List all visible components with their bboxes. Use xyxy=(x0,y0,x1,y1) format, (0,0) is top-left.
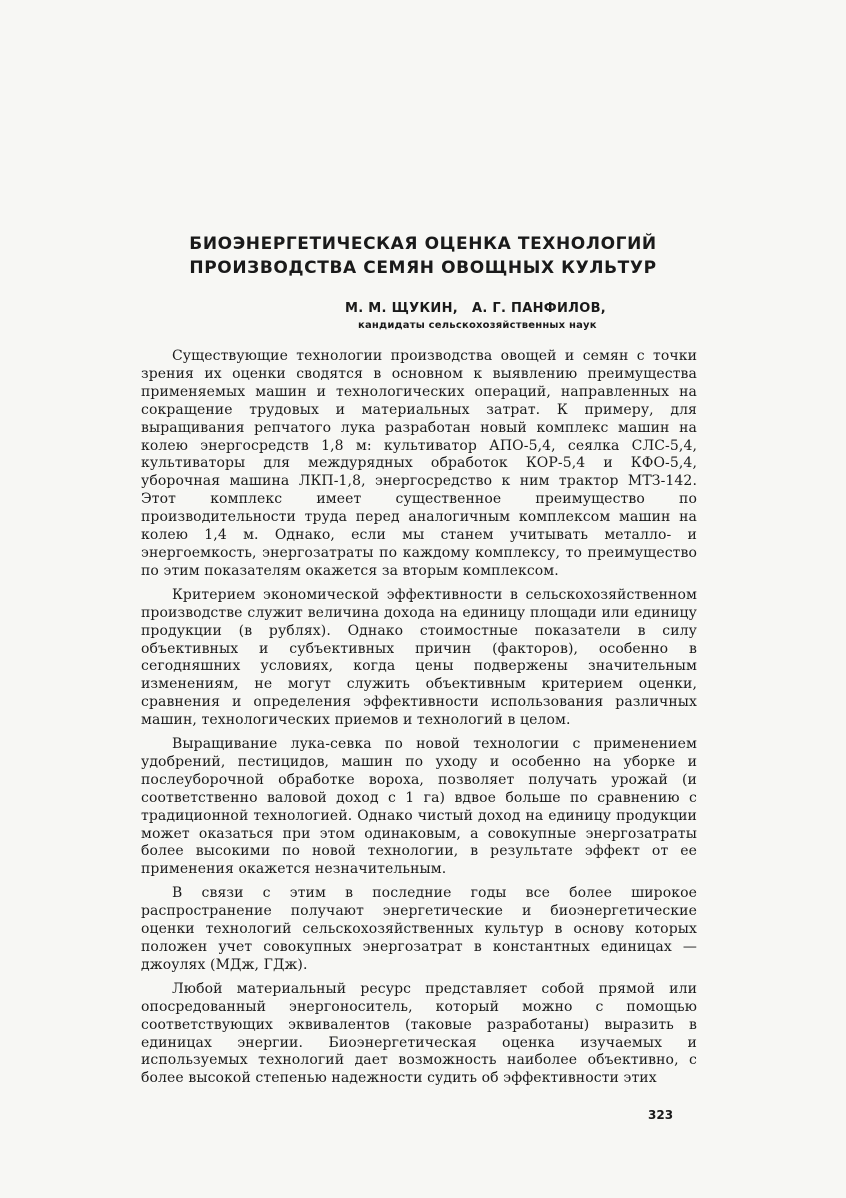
page-number: 323 xyxy=(648,1108,674,1122)
paragraph: В связи с этим в последние годы все более широкое распространение получают энергетические и биоэнергетические оценки технологий сельскохозяйственных культур в основу которых положен учет совокупных энергозатрат в константных единицах — джоулях (МДж, ГДж). xyxy=(141,885,697,973)
paragraph: Выращивание лука-севка по новой технологии с применением удобрений, пестицидов, машин по уходу и особенно на уборке и послеуборочной обработке вороха, позволяет получать урожай (и соответственно валовой доход с 1 га) вдвое больше по сравнению с традиционной технологией. Однако чистый доход на единицу продукции может оказаться при этом одинаковым, а совокупные энергозатраты более высокими по новой технологии, в результате эффект от ее применения окажется незначительным. xyxy=(141,736,697,878)
author-affiliation: кандидаты сельскохозяйственных наук xyxy=(358,320,597,331)
author-1: М. М. ЩУКИН, xyxy=(345,301,458,316)
paragraph: Существующие технологии производства овощей и семян с точки зрения их оценки сводятся в основном к выявлению преимущества применяемых машин и технологических операций, направленных на сокращение трудовых и материальных затрат. К примеру, для выращивания репчатого лука разработан новый комплекс машин на колею энергосредств 1,8 м: культиватор АПО-5,4, сеялка СЛС-5,4, культиваторы для междурядных обработок КОР-5,4 и КФО-5,4, уборочная машина ЛКП-1,8, энергосредство к ним трактор МТЗ-142. Этот комплекс имеет существенное преимущество по производительности труда перед аналогичным комплексом машин на колею 1,4 м. Однако, если мы станем учитывать металло- и энергоемкость, энергозатраты по каждому комплексу, то преимущество по этим показателям окажется за вторым комплексом. xyxy=(141,348,697,579)
author-2: А. Г. ПАНФИЛОВ, xyxy=(471,301,607,316)
article-title xyxy=(150,232,696,280)
paragraph: Критерием экономической эффективности в сельскохозяйственном производстве служит величина дохода на единицу площади или единицу продукции (в рублях). Однако стоимостные показатели в силу объективных и субъективных причин (факторов), особенно в сегодняшних условиях, когда цены подвержены значительным изменениям, не могут служить объективным критерием оценки, сравнения и определения эффективности использования различных машин, технологических приемов и технологий в целом. xyxy=(141,586,697,729)
paragraph: Любой материальный ресурс представляет собой прямой или опосредованный энергоноситель, который можно с помощью соответствующих эквивалентов (таковые разработаны) выразить в единицах энергии. Биоэнергетическая оценка изучаемых и используемых технологий дает возможность наиболее объективно, с более высокой степенью надежности судить об эффективности этих xyxy=(141,980,697,1087)
authors xyxy=(345,300,606,318)
title-line-2: ПРОИЗВОДСТВА СЕМЯН ОВОЩНЫХ КУЛЬТУР xyxy=(189,258,657,278)
article-body xyxy=(141,348,697,1094)
title-line-1: БИОЭНЕРГЕТИЧЕСКАЯ ОЦЕНКА ТЕХНОЛОГИЙ xyxy=(189,234,657,254)
